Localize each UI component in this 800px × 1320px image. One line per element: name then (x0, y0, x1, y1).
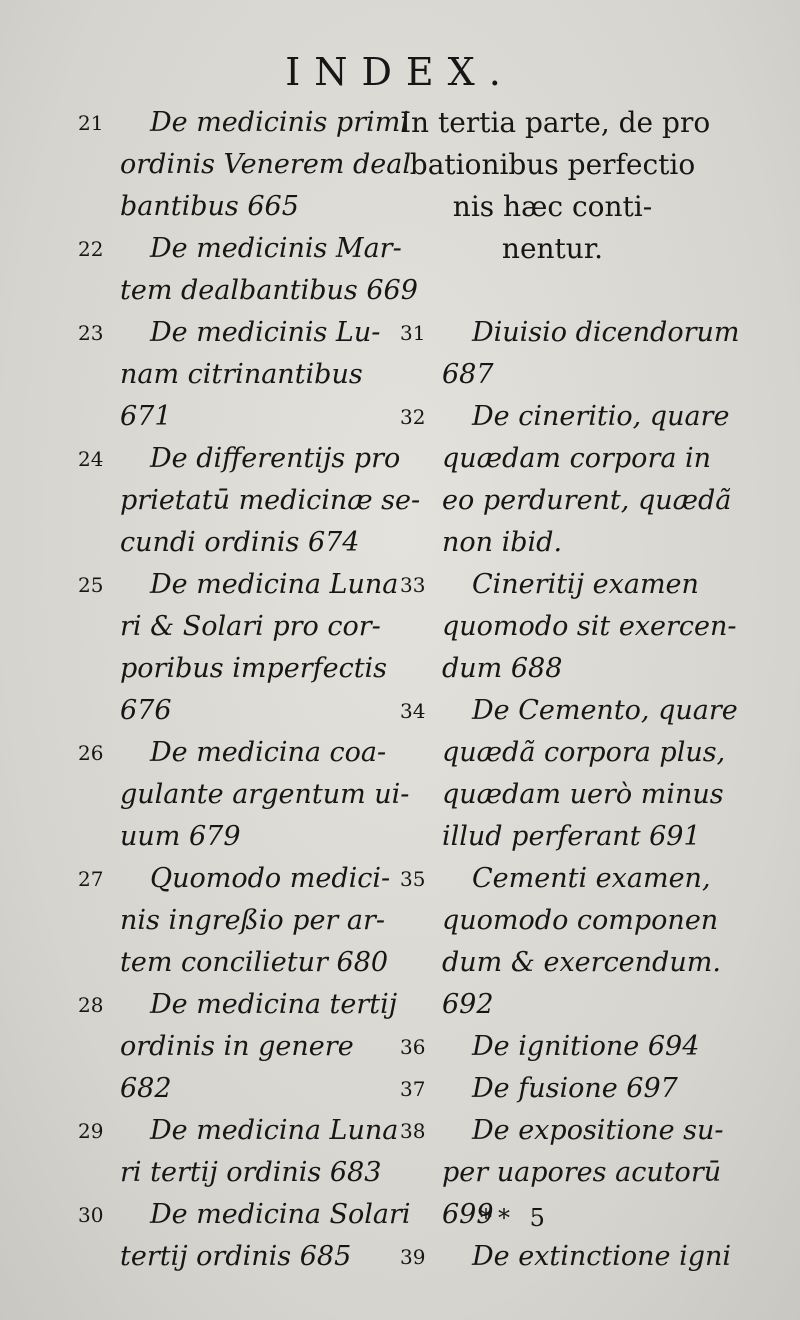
entry-number: 39 (400, 1245, 426, 1269)
index-entry (78, 1194, 411, 1278)
right-column (400, 102, 740, 1278)
entry-line: De medicina Luna (150, 1115, 399, 1146)
entry-line: tem concilietur 680 (120, 947, 389, 978)
index-entry (78, 858, 391, 984)
entry-text (442, 396, 732, 564)
entry-number: 22 (78, 237, 104, 261)
entry-line: eo perdurent, quædã (442, 485, 732, 516)
index-entry (400, 1110, 724, 1236)
section-heading-line: In tertia parte, de pro (400, 106, 711, 139)
index-entry (78, 228, 418, 312)
entry-line: ri & Solari pro cor- (120, 611, 381, 642)
signature-mark: ** 5 (480, 1204, 551, 1232)
entry-number: 31 (400, 321, 426, 345)
entry-line: Cineritij examen (472, 569, 699, 600)
entry-number: 33 (400, 573, 426, 597)
entry-text (442, 690, 738, 858)
entry-line: ri tertij ordinis 683 (120, 1157, 382, 1188)
entry-line: illud perferant 691 (442, 821, 701, 852)
entry-line: De differentijs pro (150, 443, 401, 474)
entry-line: quomodo sit exercen- (442, 611, 737, 642)
index-entry (400, 1026, 705, 1068)
index-entry (78, 564, 399, 732)
section-heading-line: nentur. (501, 232, 604, 265)
entry-line: Cementi examen, (472, 863, 711, 894)
entry-line: Quomodo medici- (150, 863, 391, 894)
entry-line: quædam uerò minus (442, 779, 724, 810)
entry-number: 34 (400, 699, 426, 723)
entry-line: tertij ordinis 685 (120, 1241, 352, 1272)
entry-text (120, 984, 398, 1110)
entry-text (442, 858, 721, 1026)
entry-line: non ibid. (442, 527, 563, 558)
entry-line: 671 (120, 401, 172, 432)
entry-number: 30 (78, 1203, 104, 1227)
section-heading (400, 102, 711, 270)
right-entries (400, 312, 740, 1278)
index-entry (400, 312, 740, 396)
entry-line: dum 688 (442, 653, 563, 684)
index-entry (400, 1236, 732, 1278)
entry-line: tem dealbantibus 669 (120, 275, 418, 306)
index-entry (400, 396, 732, 564)
entry-line: per uapores acutorū (442, 1157, 722, 1188)
entry-number: 37 (400, 1077, 426, 1101)
entry-text (442, 1026, 705, 1068)
index-entry (78, 102, 411, 228)
entry-number: 38 (400, 1119, 426, 1143)
entry-line: prietatū medicinæ se- (120, 485, 421, 516)
entry-line: 687 (442, 359, 494, 390)
entry-line: ordinis Venerem deal (120, 149, 411, 180)
entry-number: 25 (78, 573, 104, 597)
entry-number: 35 (400, 867, 426, 891)
entry-line: De extinctione igni (472, 1241, 732, 1272)
entry-text (442, 312, 740, 396)
entry-text (120, 858, 391, 984)
index-entry (78, 1110, 399, 1194)
entry-line: De Cemento, quare (472, 695, 738, 726)
entry-text (442, 1068, 705, 1110)
entry-line: De medicinis Mar- (150, 233, 402, 264)
entry-line: De fusione 697 (472, 1073, 678, 1104)
index-entry (78, 732, 410, 858)
spacer (400, 270, 705, 312)
entry-line: De cineritio, quare (472, 401, 730, 432)
page-header: INDEX. (285, 50, 515, 94)
index-entry (400, 690, 738, 858)
entry-text (120, 564, 399, 732)
entry-line: dum & exercendum. (442, 947, 721, 978)
entry-line: bantibus 665 (120, 191, 299, 222)
entry-text (120, 102, 411, 228)
index-entry (400, 1068, 705, 1110)
entry-text (120, 312, 383, 438)
entry-text (442, 1236, 732, 1278)
entry-line: nis ingreßio per ar- (120, 905, 386, 936)
entry-line: Diuisio dicendorum (472, 317, 740, 348)
index-entry (78, 438, 421, 564)
entry-number: 26 (78, 741, 104, 765)
section-heading-line: bationibus perfectio (409, 148, 696, 181)
section-heading-line: nis hæc conti- (452, 190, 653, 223)
entry-line: De expositione su- (472, 1115, 724, 1146)
entry-line: De medicinis Lu- (150, 317, 381, 348)
entry-text (120, 732, 410, 858)
entry-line: poribus imperfectis (120, 653, 388, 684)
entry-line: quædã corpora plus, (442, 737, 726, 768)
entry-number: 28 (78, 993, 104, 1017)
entry-number: 27 (78, 867, 104, 891)
entry-line: 682 (120, 1073, 172, 1104)
entry-number: 32 (400, 405, 426, 429)
entry-line: nam citrinantibus (120, 359, 363, 390)
entry-text (120, 1110, 399, 1194)
entry-line: 692 (442, 989, 494, 1020)
entry-line: De medicina tertij (150, 989, 398, 1020)
index-entry (400, 564, 737, 690)
entry-line: De ignitione 694 (472, 1031, 700, 1062)
entry-number: 24 (78, 447, 104, 471)
entry-number: 29 (78, 1119, 104, 1143)
entry-text (120, 438, 421, 564)
index-entry (78, 984, 398, 1110)
entry-number: 21 (78, 111, 104, 135)
entry-number: 36 (400, 1035, 426, 1059)
index-entry (78, 312, 383, 438)
entry-line: uum 679 (120, 821, 241, 852)
entry-line: 699 (442, 1199, 494, 1230)
entry-line: De medicina coa- (150, 737, 387, 768)
entry-line: De medicinis primi (150, 107, 409, 138)
entry-line: ordinis in genere (120, 1031, 354, 1062)
entry-line: quædam corpora in (442, 443, 712, 474)
index-entry (400, 858, 721, 1026)
entry-line: De medicina Solari (150, 1199, 411, 1230)
entry-number: 23 (78, 321, 104, 345)
entry-line: gulante argentum ui- (120, 779, 410, 810)
entry-text (120, 228, 418, 312)
entry-line: De medicina Luna (150, 569, 399, 600)
entry-text (442, 564, 737, 690)
entry-line: 676 (120, 695, 172, 726)
entry-line: cundi ordinis 674 (120, 527, 360, 558)
entry-text (120, 1194, 411, 1278)
entry-line: quomodo componen (442, 905, 719, 936)
